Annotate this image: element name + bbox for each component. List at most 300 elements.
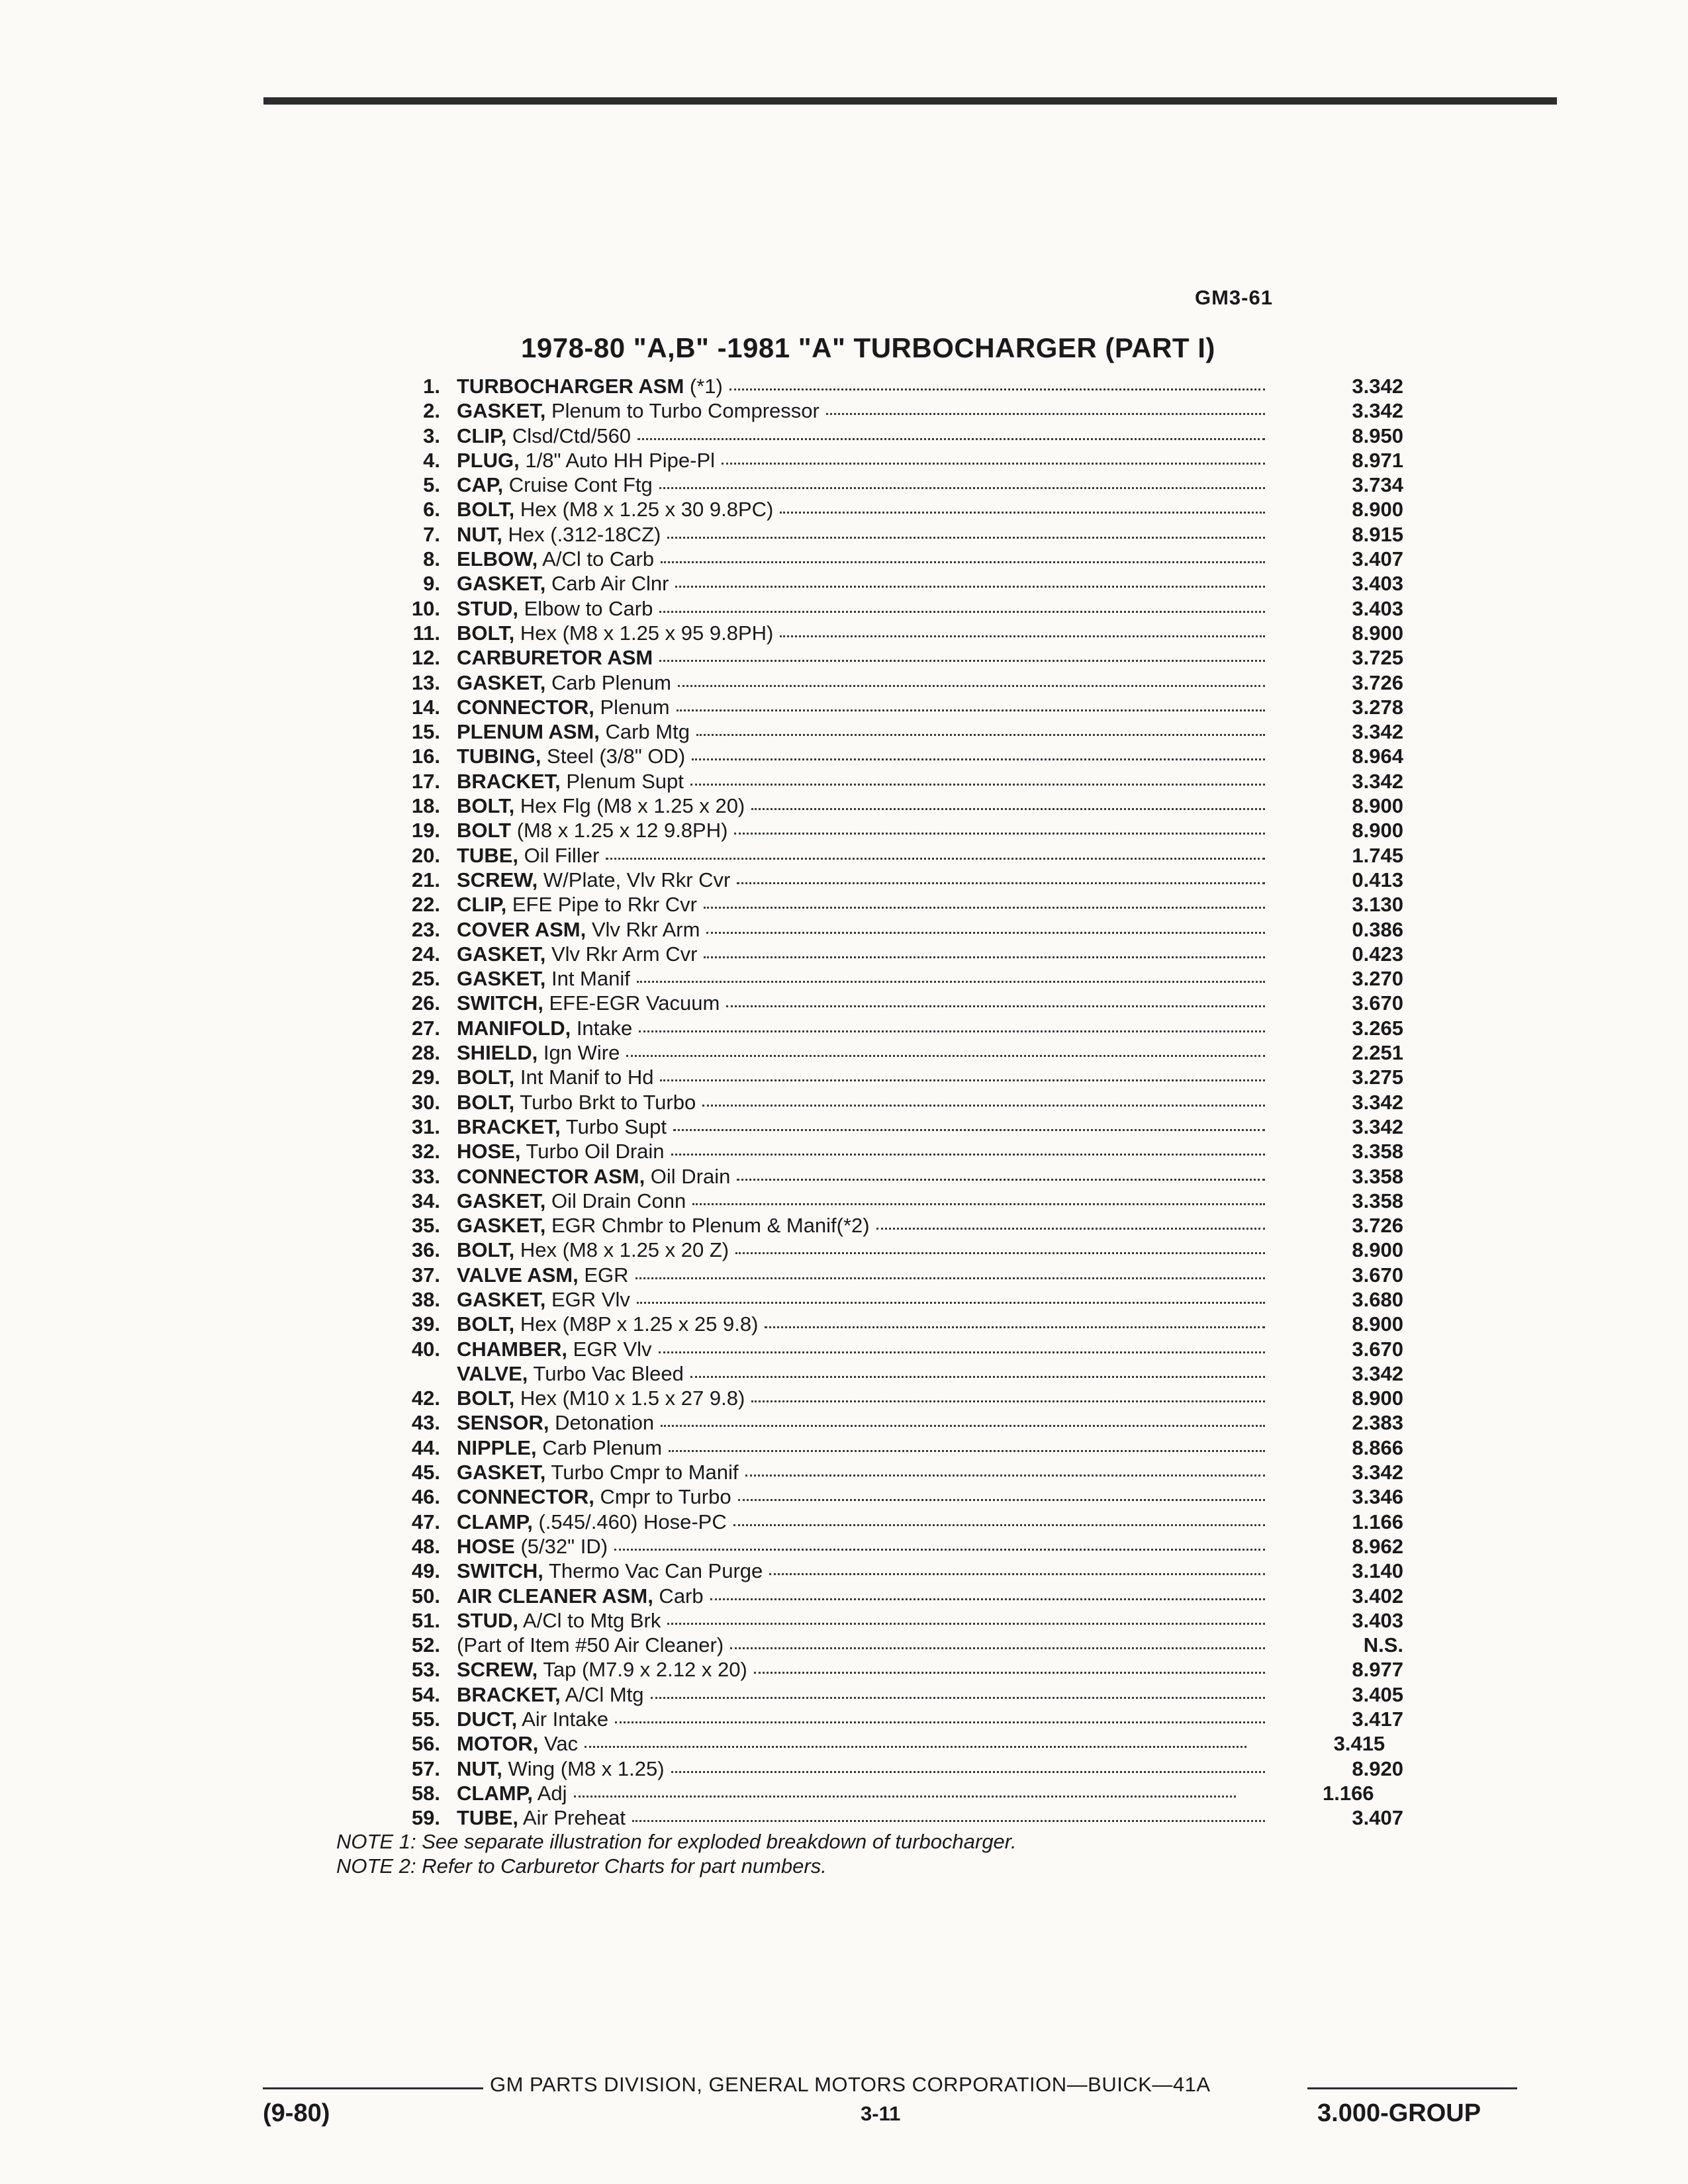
part-number: 33. [411, 1164, 440, 1188]
part-number: 58. [411, 1781, 440, 1805]
part-detail: Turbo Brkt to Turbo [514, 1090, 696, 1114]
dot-leader [722, 463, 1265, 465]
part-name: PLUG, [457, 448, 520, 472]
part-description [457, 597, 653, 621]
note-2: NOTE 2: Refer to Carburetor Charts for part numbers. [336, 1854, 827, 1878]
part-row [357, 745, 1403, 769]
part-name: GASKET, [457, 670, 546, 694]
part-name: ELBOW, [457, 547, 538, 571]
part-name: BOLT, [457, 1066, 515, 1089]
group-number: N.S. [1363, 1633, 1403, 1657]
part-detail: Tap (M7.9 x 2.12 x 20) [538, 1658, 747, 1682]
group-number: 3.415 [1333, 1732, 1385, 1756]
part-name: NUT, [457, 522, 502, 546]
part-detail: W/Plate, Vlv Rkr Cvr [538, 868, 731, 891]
group-number: 8.900 [1352, 794, 1403, 818]
group-number: 8.971 [1352, 448, 1403, 472]
part-description [457, 621, 773, 645]
part-name: TUBE, [457, 843, 518, 867]
dot-leader [659, 487, 1265, 489]
part-number: 11. [412, 621, 440, 645]
part-description [457, 1387, 745, 1410]
part-number: 45. [411, 1461, 440, 1484]
part-row [357, 1782, 1403, 1806]
part-number: 30. [411, 1090, 440, 1114]
part-name: GASKET, [457, 399, 546, 423]
group-number: 8.977 [1352, 1658, 1403, 1682]
part-description [457, 991, 720, 1015]
part-number: 21. [411, 868, 440, 891]
dot-leader [635, 1277, 1265, 1279]
dot-leader [675, 586, 1265, 588]
dot-leader [661, 561, 1265, 563]
group-number: 3.407 [1352, 547, 1403, 571]
footer-page-number: 3-11 [861, 2102, 901, 2125]
note-1: NOTE 1: See separate illustration for exploded breakdown of turbocharger. [336, 1830, 1017, 1853]
group-number: 3.403 [1352, 572, 1403, 596]
dot-leader [673, 1129, 1265, 1131]
dot-leader [614, 1549, 1265, 1551]
group-number: 3.670 [1352, 1337, 1403, 1361]
group-number: 3.725 [1352, 646, 1403, 670]
part-number: 4. [423, 448, 440, 472]
part-number: 34. [411, 1189, 440, 1212]
group-number: 8.900 [1352, 1387, 1403, 1410]
part-row [357, 547, 1403, 572]
part-row [357, 375, 1403, 399]
part-number: 14. [411, 695, 440, 719]
part-name: NUT, [457, 1756, 502, 1780]
part-number: 10. [411, 596, 440, 620]
part-name: BOLT, [457, 498, 515, 522]
part-detail: Thermo Vac Can Purge [543, 1559, 763, 1583]
part-row [357, 1338, 1403, 1362]
part-number: 50. [411, 1584, 440, 1608]
footer-publisher: GM PARTS DIVISION, GENERAL MOTORS CORPORATION—BUICK—41A [490, 2073, 1211, 2096]
part-detail: Oil Drain [645, 1164, 731, 1188]
part-number: 59. [411, 1806, 440, 1830]
dot-leader [730, 1647, 1265, 1649]
group-number: 3.405 [1352, 1682, 1403, 1706]
part-detail: A/Cl to Mtg Brk [518, 1608, 661, 1632]
dot-leader [754, 1672, 1265, 1674]
part-detail: Plenum to Turbo Compressor [545, 399, 820, 423]
part-number: 24. [411, 942, 440, 966]
part-description [457, 1806, 626, 1830]
group-number: 8.950 [1352, 424, 1403, 447]
part-number: 9. [423, 572, 440, 596]
part-number: 57. [411, 1756, 440, 1780]
dot-leader [733, 1524, 1265, 1526]
parts-list [357, 375, 1403, 1831]
part-name: MOTOR, [457, 1732, 539, 1756]
part-description [457, 1338, 652, 1361]
part-detail: (M8 x 1.25 x 12 9.8PH) [511, 819, 728, 842]
part-row [357, 1757, 1403, 1782]
part-number: 53. [411, 1658, 440, 1682]
dot-leader [669, 1450, 1265, 1452]
part-detail: Plenum [594, 695, 670, 719]
group-number: 2.251 [1352, 1041, 1403, 1065]
dot-leader [745, 1475, 1265, 1477]
part-description [457, 1017, 632, 1040]
group-number: 3.342 [1352, 1115, 1403, 1138]
part-detail: Oil Filler [518, 843, 600, 867]
part-description [457, 720, 690, 744]
dot-leader [780, 512, 1265, 514]
group-number: 3.342 [1352, 375, 1403, 398]
part-number: 29. [411, 1066, 440, 1089]
part-description [457, 547, 654, 571]
part-detail: EFE Pipe to Rkr Cvr [506, 893, 697, 917]
part-detail: EGR Chmbr to Plenum & Manif(*2) [545, 1214, 870, 1238]
part-row [357, 424, 1403, 449]
part-row [357, 1411, 1403, 1435]
part-name: TUBING, [457, 745, 541, 768]
part-description [457, 1609, 661, 1633]
part-description [457, 1485, 731, 1509]
group-number: 8.900 [1352, 621, 1403, 645]
part-number: 16. [411, 745, 440, 768]
dot-leader [726, 1005, 1265, 1007]
part-row [357, 868, 1403, 893]
part-name: BOLT, [457, 1090, 515, 1114]
part-description [457, 498, 773, 522]
part-row [357, 1066, 1403, 1090]
dot-leader [667, 537, 1265, 539]
part-number: 7. [423, 522, 440, 546]
part-number: 42. [411, 1387, 440, 1410]
part-name: CLIP, [457, 893, 507, 917]
part-detail: EFE-EGR Vacuum [543, 991, 720, 1015]
dot-leader [737, 882, 1265, 884]
part-row [357, 1140, 1403, 1164]
part-number: 44. [411, 1435, 440, 1459]
dot-leader [660, 1079, 1265, 1081]
part-detail: Int Manif [545, 967, 630, 991]
group-number: 0.386 [1352, 917, 1403, 941]
part-description [457, 646, 653, 670]
part-detail: Plenum Supt [560, 769, 684, 793]
part-description [457, 1362, 684, 1386]
part-description [457, 1041, 620, 1065]
part-description [457, 1091, 696, 1115]
part-description [457, 967, 630, 991]
part-description [457, 819, 727, 842]
part-row [357, 918, 1403, 942]
group-number: 3.346 [1352, 1485, 1403, 1509]
part-row [357, 1165, 1403, 1189]
part-name: AIR CLEANER ASM, [457, 1584, 653, 1608]
part-name: STUD, [457, 1608, 518, 1632]
part-row [357, 1510, 1403, 1535]
part-number: 22. [411, 893, 440, 917]
dot-leader [678, 685, 1265, 687]
group-number: 3.275 [1352, 1066, 1403, 1089]
part-row [357, 597, 1403, 621]
dot-leader [661, 1425, 1265, 1427]
part-number: 23. [411, 917, 440, 941]
dot-leader [606, 858, 1265, 860]
part-detail: Turbo Supt [560, 1115, 667, 1138]
dot-leader [677, 709, 1265, 711]
part-name: BOLT, [457, 1312, 515, 1336]
part-number: 31. [411, 1115, 440, 1138]
part-detail: Hex (M10 x 1.5 x 27 9.8) [514, 1387, 745, 1410]
part-detail: Carb Plenum [536, 1435, 663, 1459]
part-detail: Air Preheat [518, 1806, 626, 1830]
part-description [457, 893, 697, 917]
group-number: 3.403 [1352, 1608, 1403, 1632]
part-row [357, 819, 1403, 843]
dot-leader [585, 1746, 1246, 1748]
group-number: 3.407 [1352, 1806, 1403, 1830]
part-row [357, 1387, 1403, 1411]
dot-leader [667, 1623, 1265, 1625]
part-description [457, 1214, 870, 1238]
group-number: 3.680 [1352, 1287, 1403, 1311]
dot-leader [780, 635, 1265, 637]
part-detail: Adj [532, 1781, 567, 1805]
group-number: 8.900 [1352, 498, 1403, 522]
group-number: 3.342 [1352, 1361, 1403, 1385]
part-row [357, 671, 1403, 696]
dot-leader [704, 956, 1265, 958]
part-description [457, 1165, 730, 1189]
part-row [357, 1461, 1403, 1485]
part-description [457, 1633, 724, 1657]
part-name: BRACKET, [457, 1682, 561, 1706]
part-row [357, 1238, 1403, 1263]
part-description [457, 1263, 629, 1287]
group-number: 1.166 [1322, 1781, 1374, 1805]
group-number: 3.342 [1352, 1461, 1403, 1484]
part-number: 28. [411, 1041, 440, 1065]
part-number: 8. [423, 547, 440, 571]
part-number: 27. [411, 1016, 440, 1040]
group-number: 0.423 [1352, 942, 1403, 966]
part-name: GASKET, [457, 942, 546, 966]
part-description [457, 1436, 662, 1460]
part-name: GASKET, [457, 1287, 546, 1311]
group-number: 8.964 [1352, 745, 1403, 768]
part-number: 43. [411, 1411, 440, 1435]
part-name: VALVE, [457, 1361, 528, 1385]
part-name: TURBOCHARGER ASM [457, 375, 684, 398]
part-name: BRACKET, [457, 769, 561, 793]
part-number: 19. [411, 819, 440, 842]
part-description [457, 1782, 567, 1805]
part-number: 36. [411, 1238, 440, 1262]
part-row [357, 770, 1403, 794]
part-detail: Steel (3/8" OD) [541, 745, 686, 768]
part-description [457, 375, 723, 398]
part-description [457, 523, 661, 547]
part-row [357, 844, 1403, 868]
part-name: SWITCH, [457, 1559, 543, 1583]
part-detail: (Part of Item #50 Air Cleaner) [457, 1633, 724, 1657]
part-row [357, 1288, 1403, 1312]
part-description [457, 868, 730, 892]
part-row [357, 1707, 1403, 1732]
group-number: 3.670 [1352, 1263, 1403, 1287]
part-name: BOLT [457, 819, 512, 842]
part-description [457, 1411, 654, 1435]
part-row [357, 1559, 1403, 1584]
dot-leader [632, 1820, 1265, 1822]
part-detail: 1/8" Auto HH Pipe-Pl [519, 448, 716, 472]
part-detail: Int Manif to Hd [514, 1066, 654, 1089]
part-number: 39. [411, 1312, 440, 1336]
dot-leader [639, 1030, 1265, 1032]
part-description [457, 770, 684, 794]
part-name: PLENUM ASM, [457, 720, 600, 744]
group-number: 3.278 [1352, 695, 1403, 719]
part-name: CONNECTOR ASM, [457, 1164, 645, 1188]
part-row [357, 399, 1403, 424]
part-detail: Elbow to Carb [518, 596, 653, 620]
part-name: VALVE ASM, [457, 1263, 579, 1287]
part-detail: A/Cl to Carb [538, 547, 655, 571]
part-detail: Carb Mtg [599, 720, 690, 744]
part-description [457, 1584, 704, 1608]
part-row [357, 1091, 1403, 1115]
part-number: 38. [411, 1287, 440, 1311]
part-detail: Ign Wire [538, 1041, 620, 1065]
group-number: 8.915 [1352, 522, 1403, 546]
part-detail: Carb [653, 1584, 704, 1608]
part-number: 55. [411, 1707, 440, 1731]
page-code: GM3-61 [1195, 286, 1273, 309]
part-description [457, 671, 671, 695]
part-name: CONNECTOR, [457, 695, 594, 719]
footer-rule-right [1307, 2087, 1517, 2089]
dot-leader [659, 1351, 1265, 1353]
part-detail: EGR Vlv [567, 1337, 652, 1361]
part-description [457, 942, 697, 966]
part-number: 18. [411, 794, 440, 818]
dot-leader [710, 1598, 1265, 1600]
part-row [357, 1806, 1403, 1831]
part-number: 40. [411, 1337, 440, 1361]
part-detail: Turbo Cmpr to Manif [545, 1461, 739, 1484]
dot-leader [765, 1326, 1265, 1328]
part-row [357, 523, 1403, 547]
part-number: 26. [411, 991, 440, 1015]
part-row [357, 1658, 1403, 1682]
group-number: 8.920 [1352, 1756, 1403, 1780]
part-description [457, 1288, 630, 1312]
part-name: CHAMBER, [457, 1337, 568, 1361]
part-number: 13. [411, 670, 440, 694]
part-description [457, 424, 631, 448]
part-detail: Air Intake [517, 1707, 609, 1731]
part-detail: Carb Air Clnr [545, 572, 669, 596]
part-detail: Vlv Rkr Arm [586, 917, 700, 941]
dot-leader [876, 1228, 1265, 1230]
dot-leader [690, 1376, 1265, 1378]
page-title: 1978-80 "A,B" -1981 "A" TURBOCHARGER (PART I) [521, 332, 1215, 363]
part-name: GASKET, [457, 1189, 546, 1212]
part-name: BOLT, [457, 794, 515, 818]
part-description [457, 1461, 739, 1484]
part-description [457, 1732, 578, 1756]
group-number: 3.358 [1352, 1164, 1403, 1188]
part-name: TUBE, [457, 1806, 518, 1830]
part-description [457, 918, 700, 942]
part-row [357, 1115, 1403, 1140]
part-detail: (*1) [684, 375, 723, 398]
part-row [357, 720, 1403, 745]
part-number: 17. [411, 769, 440, 793]
part-number: 49. [411, 1559, 440, 1583]
group-number: 8.900 [1352, 1312, 1403, 1336]
part-number: 12. [411, 646, 440, 670]
part-description [457, 844, 599, 868]
dot-leader [651, 1697, 1266, 1699]
group-number: 3.342 [1352, 399, 1403, 423]
part-name: CONNECTOR, [457, 1485, 594, 1509]
footer-date: (9-80) [263, 2099, 330, 2127]
group-number: 3.140 [1352, 1559, 1403, 1583]
group-number: 0.413 [1352, 868, 1403, 891]
dot-leader [671, 1771, 1265, 1773]
part-description [457, 1510, 727, 1534]
dot-leader [702, 1105, 1265, 1107]
part-row [357, 1312, 1403, 1337]
group-number: 3.265 [1352, 1016, 1403, 1040]
group-number: 3.358 [1352, 1189, 1403, 1212]
dot-leader [626, 1055, 1265, 1057]
part-row [357, 1609, 1403, 1633]
part-description [457, 794, 745, 818]
part-detail: Hex (M8P x 1.25 x 25 9.8) [514, 1312, 759, 1336]
part-name: BOLT, [457, 1238, 515, 1262]
part-detail: Turbo Oil Drain [520, 1140, 665, 1163]
part-detail: A/Cl Mtg [560, 1682, 644, 1706]
part-detail: (5/32" ID) [514, 1534, 608, 1558]
part-name: HOSE, [457, 1140, 521, 1163]
part-name: CLAMP, [457, 1510, 533, 1533]
dot-leader [690, 784, 1265, 786]
part-description [457, 399, 820, 423]
dot-leader [637, 1302, 1265, 1304]
part-number: 3. [423, 424, 440, 447]
part-description [457, 1238, 729, 1262]
part-name: SWITCH, [457, 991, 543, 1015]
part-number: 6. [423, 498, 440, 522]
part-number: 56. [411, 1732, 440, 1756]
part-number: 52. [411, 1633, 440, 1657]
part-description [457, 1707, 608, 1731]
part-row [357, 1041, 1403, 1066]
part-detail: Vlv Rkr Arm Cvr [545, 942, 698, 966]
dot-leader [637, 981, 1265, 983]
group-number: 3.726 [1352, 670, 1403, 694]
part-row [357, 893, 1403, 917]
part-detail: Intake [571, 1016, 633, 1040]
part-number: 54. [411, 1682, 440, 1706]
group-number: 8.962 [1352, 1534, 1403, 1558]
part-row [357, 1214, 1403, 1238]
group-number: 8.900 [1352, 819, 1403, 842]
part-detail: EGR Vlv [545, 1287, 630, 1311]
part-row [357, 646, 1403, 670]
part-description [457, 1683, 644, 1707]
group-number: 3.358 [1352, 1140, 1403, 1163]
part-number: 15. [411, 720, 440, 744]
part-description [457, 1115, 667, 1139]
